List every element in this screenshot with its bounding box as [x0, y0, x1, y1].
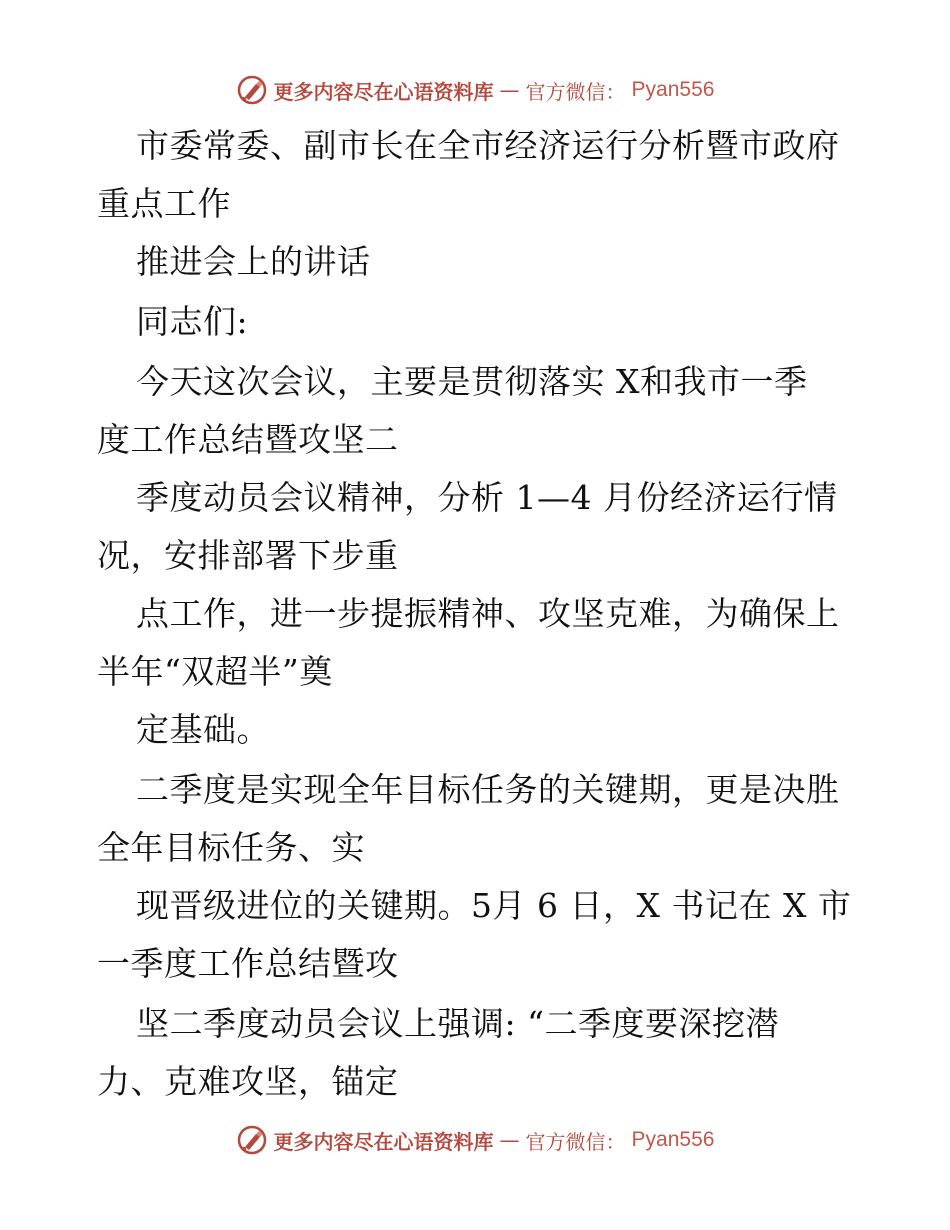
text-line: 力、克难攻坚，锚定: [97, 1062, 399, 1101]
text-line: 定基础。: [136, 710, 270, 749]
text-line: 全年目标任务、实: [97, 828, 365, 867]
header-brand: 更多内容尽在心语资料库: [273, 79, 494, 104]
text-line: 今天这次会议，主要是贯彻落实 X和我市一季: [136, 362, 808, 401]
text-line: 市委常委、副市长在全市经济运行分析暨市政府: [136, 126, 840, 165]
text-line: 同志们:: [136, 302, 249, 341]
text-line: 现晋级进位的关键期。5月 6 日，X 书记在 X 市: [136, 886, 852, 925]
text-line: 度工作总结暨攻坚二: [97, 420, 399, 459]
text-line: 半年“双超半”奠: [97, 652, 333, 691]
text-line: 重点工作: [97, 184, 231, 223]
footer-separator: —: [499, 1128, 520, 1152]
footer-watermark: [0, 1122, 950, 1158]
header-separator: —: [499, 78, 520, 102]
footer-account: Pyan556: [631, 1128, 715, 1151]
text-line: 况，安排部署下步重: [97, 536, 399, 575]
text-line: 一季度工作总结暨攻: [97, 944, 399, 983]
header-label: 官方微信：: [525, 79, 626, 104]
footer-label: 官方微信：: [525, 1129, 626, 1154]
text-line: 推进会上的讲话: [136, 242, 371, 281]
text-line: 季度动员会议精神，分析 1—4 月份经济运行情: [136, 478, 838, 517]
text-line: 坚二季度动员会议上强调: “二季度要深挖潜: [136, 1004, 779, 1043]
pen-logo-icon: [236, 1124, 268, 1156]
pen-logo-icon: [236, 74, 268, 106]
footer-brand: 更多内容尽在心语资料库: [273, 1129, 494, 1154]
header-account: Pyan556: [631, 78, 715, 101]
text-line: 点工作，进一步提振精神、攻坚克难，为确保上: [136, 594, 840, 633]
text-line: 二季度是实现全年目标任务的关键期，更是决胜: [136, 770, 840, 809]
header-watermark: [0, 72, 950, 108]
